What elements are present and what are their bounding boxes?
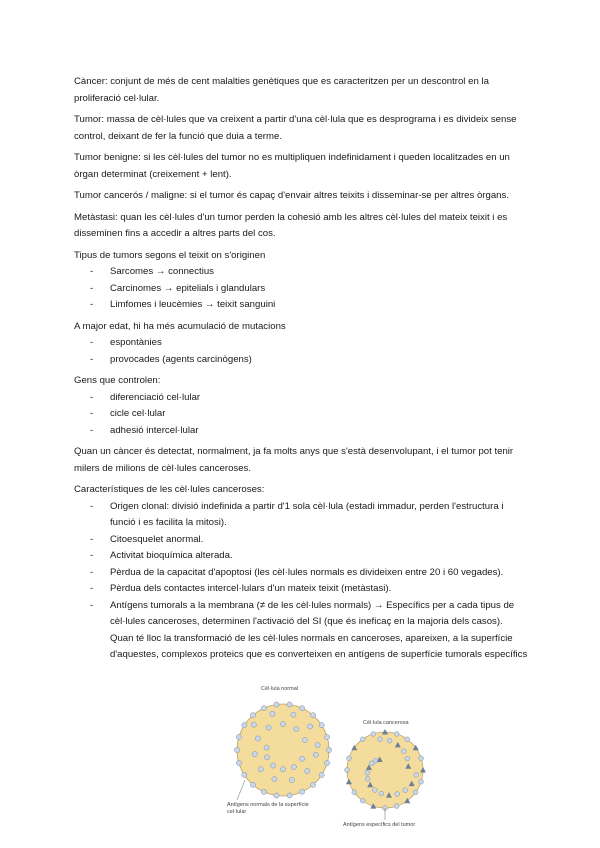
normal-antigen — [236, 760, 241, 765]
normal-antigen — [360, 798, 365, 803]
normal-antigen — [325, 760, 330, 765]
normal-antigen — [280, 767, 285, 772]
list-item: - Pèrdua dels contactes intercel·lulars d'un mateix teixit (metàstasi). — [74, 581, 530, 598]
cancer-cell-body — [347, 732, 423, 808]
normal-antigen — [294, 727, 299, 732]
normal-antigen — [372, 788, 377, 793]
normal-antigen — [258, 767, 263, 772]
normal-antigen — [401, 749, 406, 754]
normal-antigen — [319, 772, 324, 777]
normal-antigen — [261, 706, 266, 711]
normal-antigen — [255, 736, 260, 741]
normal-antigen — [365, 776, 370, 781]
normal-antigen — [308, 724, 313, 729]
normal-antigen — [419, 779, 424, 784]
normal-antigen — [291, 764, 296, 769]
characteristics-list — [74, 499, 530, 664]
normal-antigen — [266, 725, 271, 730]
genes-list — [74, 390, 530, 440]
normal-antigen — [261, 789, 266, 794]
section-heading-mutations: A major edat, hi ha més acumulació de mutacions — [74, 320, 286, 332]
list-item: - Limfomes i leucèmies → teixit sanguini — [74, 297, 530, 314]
definition-benign-tumor: Tumor benigne: si les cèl·lules del tumor no es multipliquen indefinidament i queden localitzades en un òrgan determinat (creixement + lent). — [74, 152, 510, 180]
normal-antigen — [419, 756, 424, 761]
normal-antigen — [347, 756, 352, 761]
normal-antigen — [405, 737, 410, 742]
definition-tumor: Tumor: massa de cèl·lules que va creixent a partir d'una cèl·lula que es desprograma i es divideix sense control, deixant de fer la funció que duia a terme. — [74, 114, 517, 142]
cell-antigens-figure — [225, 688, 440, 838]
normal-antigen — [236, 734, 241, 739]
tumor-types-list — [74, 264, 530, 314]
normal-antigen — [280, 722, 285, 727]
normal-antigen — [379, 791, 384, 796]
list-item: - Antígens tumorals a la membrana (≠ de les cèl·lules normals) → Específics per a cada tipus de cèl·lules canceroses, determinen l'activació del SI (que és ineficaç en la majoria dels casos). — [74, 598, 530, 631]
list-item: - cicle cel·lular — [74, 406, 530, 423]
normal-antigen — [270, 711, 275, 716]
normal-antigen — [373, 758, 378, 763]
normal-antigen — [271, 763, 276, 768]
list-item: - Sarcomes → connectius — [74, 264, 530, 281]
normal-antigen — [413, 790, 418, 795]
normal-antigen — [315, 742, 320, 747]
normal-antigen — [251, 722, 256, 727]
normal-antigen — [250, 713, 255, 718]
list-item: - Carcinomes → epitelials i glandulars — [74, 281, 530, 298]
normal-antigen-label: Antígens normals de la superfície cel·lular — [227, 802, 309, 815]
normal-antigen — [325, 734, 330, 739]
list-item: - espontànies — [74, 335, 530, 352]
section-heading-tumor-types: Tipus de tumors segons el teixit on s'originen — [74, 249, 266, 261]
normal-antigen — [242, 772, 247, 777]
definition-malignant-tumor: Tumor cancerós / maligne: si el tumor és capaç d'envair altres teixits i disseminar-se per altres òrgans. — [74, 190, 509, 201]
normal-antigen — [289, 777, 294, 782]
normal-antigen — [414, 773, 419, 778]
normal-cell-body — [237, 704, 329, 796]
normal-antigen — [272, 777, 277, 782]
normal-antigen — [311, 713, 316, 718]
normal-antigen — [313, 752, 318, 757]
normal-antigen — [403, 788, 408, 793]
normal-antigen — [395, 792, 400, 797]
normal-antigen — [345, 768, 350, 773]
section-heading-characteristics: Característiques de les cèl·lules canceroses: — [74, 484, 265, 495]
normal-antigen — [242, 723, 247, 728]
list-item: - adhesió intercel·lular — [74, 423, 530, 440]
normal-antigen-pointer — [237, 780, 245, 800]
normal-antigen — [300, 706, 305, 711]
normal-antigen — [311, 782, 316, 787]
definition-cancer: Càncer: conjunt de més de cent malalties genètiques que es caracteritzen per un descontrol en la proliferació cel·lular. — [74, 76, 489, 104]
list-item: - Citoesquelet anormal. — [74, 532, 530, 549]
normal-antigen — [300, 756, 305, 761]
characteristics-continuation: Quan té lloc la transformació de les cèl·lules normals en canceroses, apareixen, a la superfície d'aquestes, complexos proteics que es converteixen en antígens de superfície tumorals específics — [110, 632, 528, 660]
normal-antigen — [352, 790, 357, 795]
normal-antigen — [265, 755, 270, 760]
normal-antigen — [371, 732, 376, 737]
normal-antigen — [274, 702, 279, 707]
list-item: - Pèrdua de la capacitat d'apoptosi (les cèl·lules normals es divideixen entre 20 i 60 vegades). — [74, 565, 530, 582]
normal-antigen — [287, 702, 292, 707]
detection-paragraph: Quan un càncer és detectat, normalment, ja fa molts anys que s'està desenvolupant, i el tumor pot tenir milers de milions de cèl·lules canceroses. — [74, 446, 514, 474]
normal-antigen — [360, 737, 365, 742]
normal-antigen — [252, 752, 257, 757]
normal-antigen — [291, 712, 296, 717]
cancer-cell-label: Cèl·lula cancerosa — [363, 720, 409, 726]
normal-antigen — [387, 738, 392, 743]
normal-antigen — [250, 782, 255, 787]
normal-antigen — [264, 745, 269, 750]
document-page — [74, 74, 530, 664]
normal-antigen — [305, 769, 310, 774]
normal-antigen — [326, 747, 331, 752]
normal-antigen — [394, 732, 399, 737]
normal-antigen — [287, 793, 292, 798]
section-heading-genes: Gens que controlen: — [74, 375, 161, 386]
definition-metastasis: Metàstasi: quan les cèl·lules d'un tumor perden la cohesió amb les altres cèl·lules del mateix teixit i es disseminen fins a accedir a altres parts del cos. — [74, 211, 508, 239]
normal-antigen — [274, 793, 279, 798]
list-item: - Origen clonal: divisió indefinida a partir d'1 sola cèl·lula (estadi immadur, perden l'estructura i funció i es facilita la mitosi). — [74, 499, 530, 532]
normal-antigen — [302, 738, 307, 743]
normal-antigen — [378, 737, 383, 742]
normal-antigen — [319, 723, 324, 728]
normal-cell-label: Cèl·lula normal — [261, 686, 298, 692]
list-item: - diferenciació cel·lular — [74, 390, 530, 407]
normal-antigen — [234, 747, 239, 752]
mutations-list — [74, 335, 530, 368]
normal-antigen — [394, 804, 399, 809]
list-item: - provocades (agents carcinògens) — [74, 352, 530, 369]
normal-antigen — [300, 789, 305, 794]
normal-antigen — [365, 770, 370, 775]
list-item: - Activitat bioquímica alterada. — [74, 548, 530, 565]
tumor-antigen-label: Antígens específics del tumor — [343, 822, 416, 828]
normal-antigen — [405, 756, 410, 761]
